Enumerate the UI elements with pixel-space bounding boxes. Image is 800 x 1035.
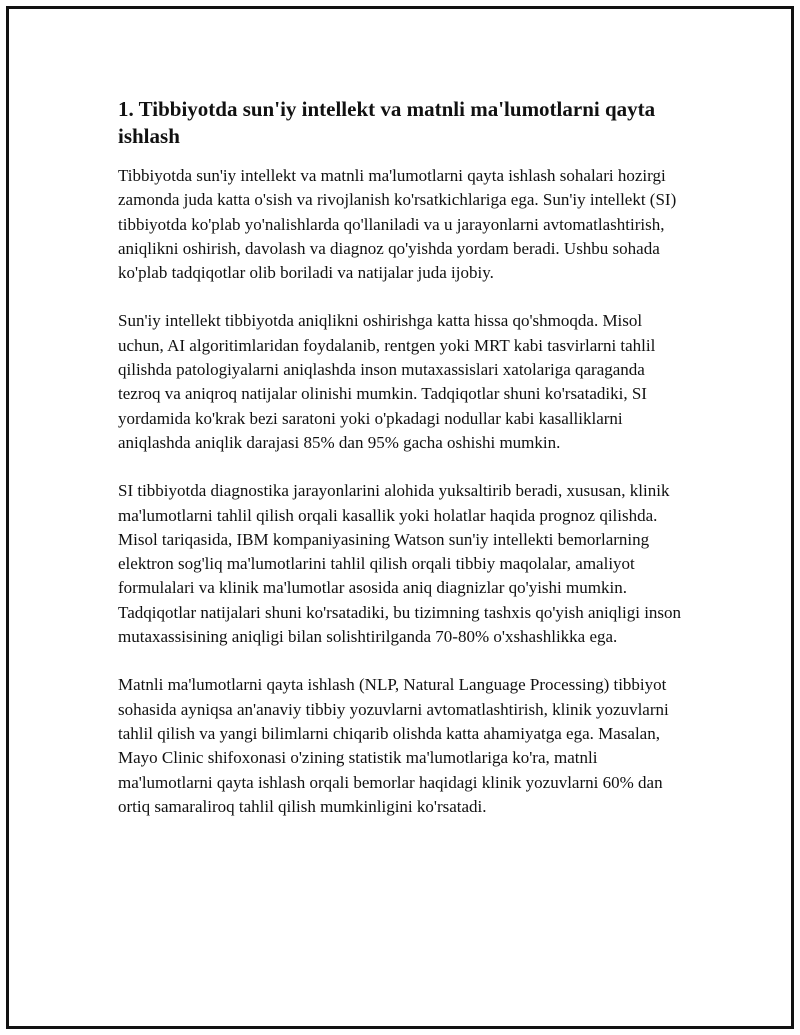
paragraph-3: SI tibbiyotda diagnostika jarayonlarini alohida yuksaltirib beradi, xususan, klinik ma'lumotlarni tahlil qilish orqali kasallik yoki holatlar haqida prognoz qilishda. Misol tariqasida, IBM kompaniyasining Watson sun'iy intellekti bemorlarning elektron sog'liq ma'lumotlarini tahlil qilish orqali tibbiy maqolalar, amaliyot formulalari va klinik ma'lumotlar asosida aniq diagnizlar qo'yishi mumkin. Tadqiqotlar natijalari shuni ko'rsatadiki, bu tizimning tashxis qo'yish aniqligi inson mutaxassisining aniqligi bilan solishtirilganda 70-80% o'xshashlikka ega.	[118, 481, 682, 647]
section-heading: 1. Tibbiyotda sun'iy intellekt va matnli ma'lumotlarni qayta ishlash	[118, 97, 656, 148]
document-body	[118, 96, 688, 843]
paragraph-4: Matnli ma'lumotlarni qayta ishlash (NLP, Natural Language Processing) tibbiyot sohasida ayniqsa an'anaviy tibbiy yozuvlarni avtomatlashtirish, klinik yozuvlarni tahlil qilish va yangi bilimlarni chiqarib olishda katta ahamiyatga ega. Masalan, Mayo Clinic shifoxonasi o'zining statistik ma'lumotlariga ko'ra, matnli ma'lumotlarni qayta ishlash orqali bemorlar haqidagi klinik yozuvlarni 60% dan ortiq samaraliroq tahlil qilish mumkinligini ko'rsatadi.	[118, 675, 669, 816]
paragraph-2: Sun'iy intellekt tibbiyotda aniqlikni oshirishga katta hissa qo'shmoqda. Misol uchun, AI algoritimlaridan foydalanib, rentgen yoki MRT kabi tasvirlarni tahlil qilishda patologiyalarni aniqlashda inson mutaxassislari xatolariga qaraganda tezroq va aniqroq natijalar olinishi mumkin. Tadqiqotlar shuni ko'rsatadiki, SI yordamida ko'krak bezi saratoni yoki o'pkadagi nodullar kabi kasalliklarni aniqlashda aniqlik darajasi 85% dan 95% gacha oshishi mumkin.	[118, 311, 656, 452]
paragraph-1: Tibbiyotda sun'iy intellekt va matnli ma'lumotlarni qayta ishlash sohalari hozirgi zamonda juda katta o'sish va rivojlanish ko'rsatkichlariga ega. Sun'iy intellekt (SI) tibbiyotda ko'plab yo'nalishlarda qo'llaniladi va u jarayonlarni avtomatlashtirish, aniqlikni oshirish, davolash va diagnoz qo'yishda yordam beradi. Ushbu sohada ko'plab tadqiqotlar olib boriladi va natijalar juda ijobiy.	[118, 166, 677, 283]
